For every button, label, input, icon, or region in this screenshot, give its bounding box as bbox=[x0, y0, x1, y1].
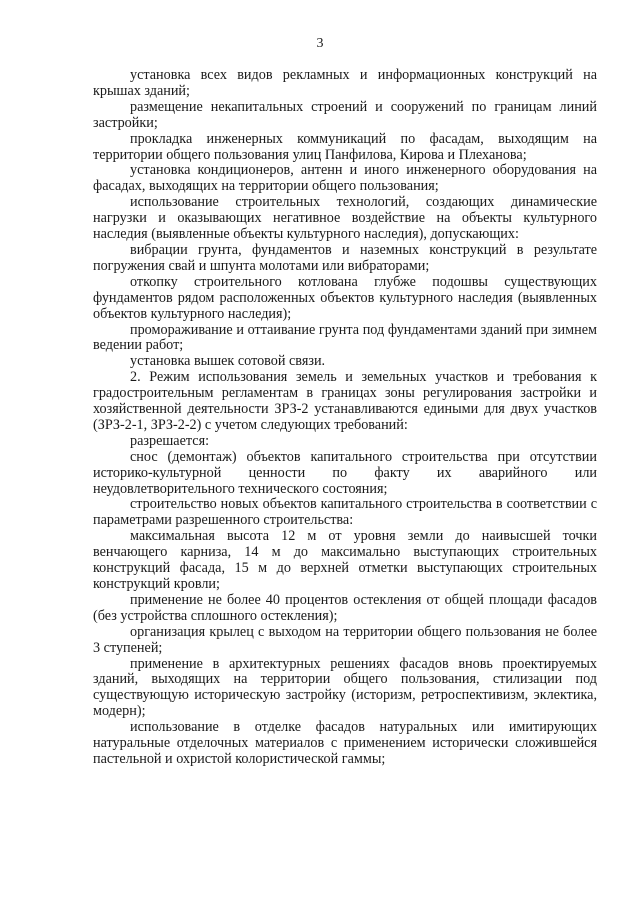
paragraph-5: использование строительных технологий, создающих динамические нагрузки и оказывающих негативное воздействие на объекты культурного наследия (выявленные объекты культурного наследия), допускающих: bbox=[93, 194, 597, 243]
paragraph-11: разрешается: bbox=[130, 432, 210, 449]
paragraph-17: применение в архитектурных решениях фасадов вновь проектируемых зданий, выходящих на территории общего пользования, стилизации под существующую историческую застройку (историзм, ретроспективизм, эклектика, модерн); bbox=[93, 655, 597, 720]
page-number: 3 bbox=[316, 36, 324, 51]
paragraph-18: использование в отделке фасадов натуральных или имитирующих натуральные отделочных материалов с применением исторически сложившейся пастельной и охристой колористической гаммы; bbox=[93, 719, 597, 767]
paragraph-16: организация крылец с выходом на территории общего пользования не более 3 ступеней; bbox=[93, 623, 597, 656]
paragraph-13: строительство новых объектов капитального строительства в соответствии с параметрами разрешенного строительства: bbox=[93, 496, 597, 529]
paragraph-3: прокладка инженерных коммуникаций по фасадам, выходящим на территории общего пользования улиц Панфилова, Кирова и Плеханова; bbox=[93, 130, 597, 163]
paragraph-10: 2. Режим использования земель и земельных участков и требования к градостроительным регламентам в границах зоны регулирования застройки и хозяйственной деятельности ЗРЗ-2 устанавливаются едиными для двух участков (ЗРЗ-2-1, ЗРЗ-2-2) с учетом следующих требований: bbox=[93, 369, 597, 433]
paragraph-15: применение не более 40 процентов остекления от общей площади фасадов (без устройства сплошного остекления); bbox=[93, 591, 597, 624]
paragraph-14: максимальная высота 12 м от уровня земли до наивысшей точки венчающего карниза, 14 м до максимально выступающих строительных конструкций фасада, 15 м до верхней отметки выступающих строительных конструкций кровли; bbox=[93, 528, 597, 592]
paragraph-9: установка вышек сотовой связи. bbox=[130, 353, 326, 370]
document-body bbox=[93, 68, 597, 768]
paragraph-4: установка кондиционеров, антенн и иного инженерного оборудования на фасадах, выходящих на территории общего пользования; bbox=[93, 162, 597, 195]
paragraph-8: промораживание и оттаивание грунта под фундаментами зданий при зимнем ведении работ; bbox=[93, 321, 597, 354]
paragraph-7: откопку строительного котлована глубже подошвы существующих фундаментов рядом расположенных объектов культурного наследия (выявленных объектов культурного наследия); bbox=[93, 273, 597, 322]
paragraph-1: установка всех видов рекламных и информационных конструкций на крышах зданий; bbox=[93, 67, 597, 99]
paragraph-12: снос (демонтаж) объектов капитального строительства при отсутствии историко-культурной ценности по факту их аварийного или неудовлетворительного технического состояния; bbox=[93, 448, 597, 497]
paragraph-6: вибрации грунта, фундаментов и наземных конструкций в результате погружения свай и шпунта молотами или вибраторами; bbox=[93, 241, 597, 274]
paragraph-2: размещение некапитальных строений и сооружений по границам линий застройки; bbox=[93, 98, 597, 131]
